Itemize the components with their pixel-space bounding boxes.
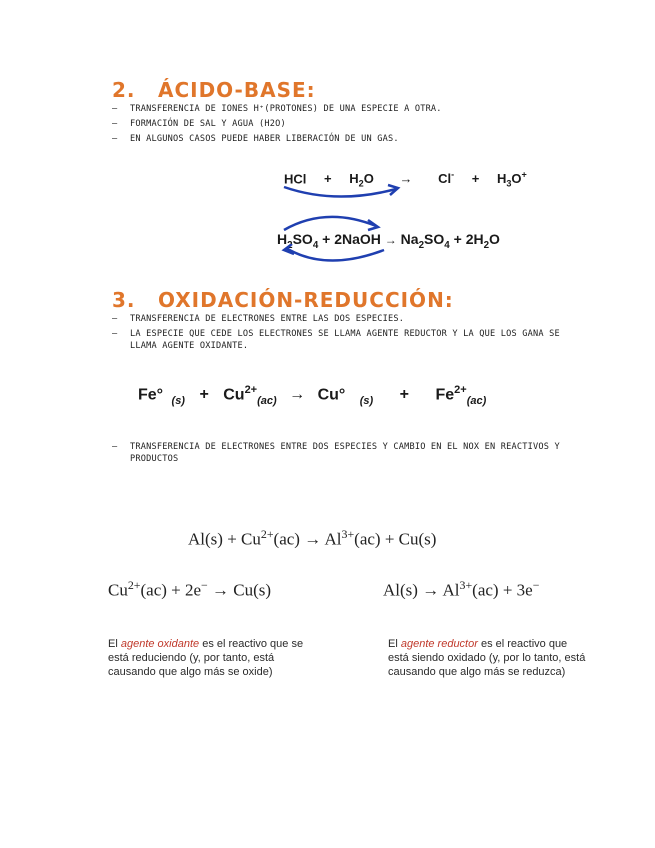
note-reducing-agent: El agente reductor es el reactivo que está siendo oxidado (y, por lo tanto, está causando que algo más se reduzca) (388, 638, 586, 678)
formula-h3o: $H_3O^+$ (496, 170, 527, 189)
plus-sign: + (324, 171, 332, 187)
section-3-title: OXIDACIÓN-REDUCCIÓN: (157, 288, 454, 312)
list-item: – TRANSFERENCIA DE ELECTRONES ENTRE LAS DOS ESPECIES. (112, 313, 567, 325)
equation-sulfuric-naoh: $H_2SO_4$ + 2NaOH → $Na_2SO_4 + 2H_2O$ (277, 231, 500, 251)
section-2-bullets (112, 103, 552, 148)
top-curved-arrow-icon (276, 210, 396, 232)
section-2-heading (112, 78, 316, 102)
half-reaction-reduction: $Cu^{2+}(ac) + 2e^- \to Cu(s)$ (108, 578, 272, 600)
formula-hcl: HCl (284, 171, 307, 187)
half-reaction-oxidation: $Al(s) \to Al^{3+}(ac) + 3e^-$ (383, 578, 540, 600)
section-2-title: ÁCIDO-BASE: (157, 78, 316, 102)
equation-al-cu: $Al(s) + Cu^{2+}(ac) \to Al^{3+}(ac) + Cu(s)$ (188, 527, 437, 549)
formula-h2o: $H_2O$ (349, 171, 374, 189)
formula-cl: Cl- (438, 170, 455, 187)
list-item: – LA ESPECIE QUE CEDE LOS ELECTRONES SE LLAMA AGENTE REDUCTOR Y LA QUE LOS GANA SE LLAMA AGENTE OXIDANTE. (112, 328, 567, 352)
section-2-number: 2. (112, 78, 136, 102)
list-item: – EN ALGUNOS CASOS PUEDE HABER LIBERACIÓN DE UN GAS. (112, 133, 552, 145)
equation-fe-cu: Fe° $_{(s)} + Cu^{2+}_{(ac)} \to Cu^\circ$ $_{(s)} + Fe^{2+}_{(ac)}$ (138, 384, 487, 408)
list-item: – FORMACIÓN DE SAL Y AGUA (H2O) (112, 118, 552, 130)
section-3-number: 3. (112, 288, 136, 312)
plus-sign: + (471, 171, 480, 187)
proton-transfer-arrow-icon (276, 183, 416, 203)
list-item: – TRANSFERENCIA DE ELECTRONES ENTRE DOS ESPECIES Y CAMBIO EN EL NOX EN REACTIVOS Y PRODUCTOS (112, 441, 582, 465)
list-item: – TRANSFERENCIA DE IONES H⁺(PROTONES) DE UNA ESPECIE A OTRA. (112, 103, 552, 115)
reaction-arrow: → (399, 171, 413, 187)
section-3-bullets (112, 313, 567, 355)
section-3-bullet-3 (112, 441, 582, 468)
bottom-curved-arrow-icon (276, 244, 396, 268)
section-3-heading (112, 288, 454, 312)
note-oxidizing-agent: El agente oxidante es el reactivo que se está reduciendo (y, por tanto, está causando que algo más se oxide) (108, 638, 304, 678)
